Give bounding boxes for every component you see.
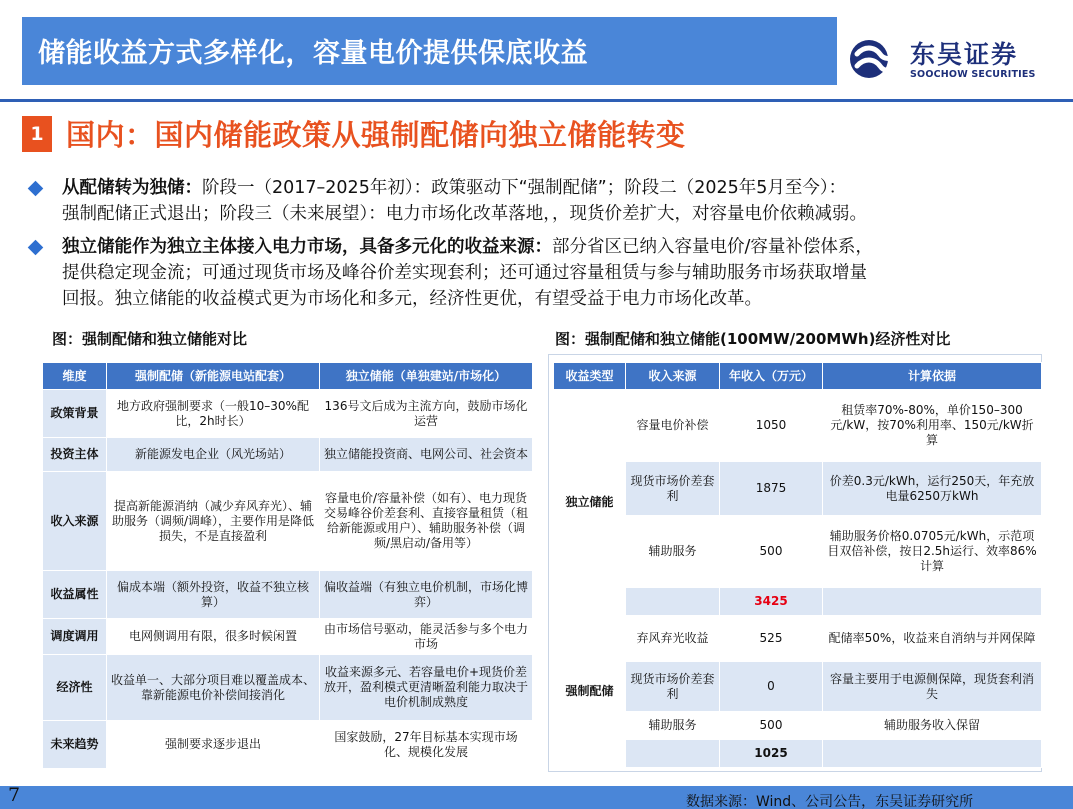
table-cell: 偏收益端（有独立电价机制，市场化博弈） — [320, 571, 533, 619]
table-cell: 国家鼓励，27年目标基本实现市场化、规模化发展 — [320, 721, 533, 769]
section-title: 国内：国内储能政策从强制配储向独立储能转变 — [66, 118, 686, 152]
table-cell: 容量主要用于电源侧保障，现货套利消失 — [823, 662, 1042, 712]
table-cell: 电网侧调用有限，很多时候闲置 — [107, 619, 320, 655]
table-row — [43, 721, 533, 769]
table-cell: 地方政府强制要求（一般10–30%配比，2h时长） — [107, 390, 320, 438]
table-header-cell: 强制配储（新能源电站配套） — [107, 363, 320, 390]
table-row — [43, 390, 533, 438]
table-cell: 收益单一、大部分项目难以覆盖成本、靠新能源电价补偿间接消化 — [107, 655, 320, 721]
table-row — [554, 662, 1042, 712]
section-number-badge: 1 — [22, 116, 52, 152]
table-row — [554, 462, 1042, 516]
comparison-table — [42, 362, 533, 769]
table-header-cell: 年收入（万元） — [720, 363, 823, 390]
soochow-logo-icon — [848, 38, 902, 80]
table-row — [43, 655, 533, 721]
table-cell: 投资主体 — [43, 438, 107, 472]
table-cell: 新能源发电企业（风光场站） — [107, 438, 320, 472]
figure-title-left: 图：强制配储和独立储能对比 — [52, 330, 248, 348]
table-row — [554, 516, 1042, 588]
table-cell: 容量电价补偿 — [626, 390, 720, 462]
bullet-lead: 独立储能作为独立主体接入电力市场，具备多元化的收益来源： — [62, 237, 552, 257]
logo-chinese-name: 东吴证券 — [910, 40, 1019, 69]
company-logo — [848, 35, 1048, 85]
table-cell: 租赁率70%-80%，单价150–300元/kW，按70%利用率、150元/kW折算 — [823, 390, 1042, 462]
table-cell: 未来趋势 — [43, 721, 107, 769]
table-cell: 提高新能源消纳（减少弃风弃光）、辅助服务（调频/调峰），主要作用是降低损失，不是直接盈利 — [107, 472, 320, 571]
table-row — [554, 616, 1042, 662]
bullet-text: 回报。独立储能的收益模式更为市场化和多元，经济性更优，有望受益于电力市场化改革。 — [62, 289, 762, 309]
page-number: 7 — [8, 784, 21, 806]
table-cell: 辅助服务价格0.0705元/kWh，示范项目双倍补偿，按日2.5h运行、效率86%计算 — [823, 516, 1042, 588]
table-cell: 1875 — [720, 462, 823, 516]
table-cell: 现货市场价差套利 — [626, 462, 720, 516]
table-cell: 525 — [720, 616, 823, 662]
bullet-text: 提供稳定现金流；可通过现货市场及峰谷价差实现套利；还可通过容量租赁与参与辅助服务市场获取增量 — [62, 263, 867, 283]
table-header-cell: 计算依据 — [823, 363, 1042, 390]
table-row — [43, 619, 533, 655]
bullet-text: 强制配储正式退出；阶段三（未来展望）：电力市场化改革落地，，现货价差扩大，对容量电价依赖减弱。 — [62, 204, 867, 224]
bullet-text: 阶段一（2017–2025年初）：政策驱动下“强制配储”；阶段二（2025年5月至今）： — [202, 178, 847, 198]
total-row — [554, 740, 1042, 768]
table-cell: 500 — [720, 516, 823, 588]
table-cell: 1050 — [720, 390, 823, 462]
table-row — [43, 571, 533, 619]
table-cell: 0 — [720, 662, 823, 712]
bullet-lead: 从配储转为独储： — [62, 178, 202, 198]
category-cell: 强制配储 — [554, 616, 626, 768]
table-cell: 辅助服务 — [626, 516, 720, 588]
total-value: 3425 — [720, 588, 823, 616]
table-cell: 容量电价/容量补偿（如有）、电力现货交易峰谷价差套利、直接容量租赁（租给新能源或用户）、辅助服务补偿（调频/黑启动/备用等） — [320, 472, 533, 571]
page-title: 储能收益方式多样化，容量电价提供保底收益 — [38, 38, 588, 69]
diamond-bullet-icon — [28, 240, 44, 256]
table-header-cell: 收益类型 — [554, 363, 626, 390]
bullet-text: 部分省区已纳入容量电价/容量补偿体系， — [552, 237, 873, 257]
table-cell: 现货市场价差套利 — [626, 662, 720, 712]
table-header-cell: 独立储能（单独建站/市场化） — [320, 363, 533, 390]
table-cell: 辅助服务收入保留 — [823, 712, 1042, 740]
table-row — [554, 390, 1042, 462]
economics-table — [553, 362, 1042, 768]
table-cell: 收入来源 — [43, 472, 107, 571]
table-cell: 政策背景 — [43, 390, 107, 438]
data-source-note: 数据来源：Wind、公司公告，东吴证券研究所 — [686, 794, 974, 809]
table-cell: 收益来源多元、若容量电价+现货价差放开，盈利模式更清晰盈利能力取决于电价机制成熟度 — [320, 655, 533, 721]
table-row — [43, 472, 533, 571]
table-header-cell: 收入来源 — [626, 363, 720, 390]
table-header-cell: 维度 — [43, 363, 107, 390]
table-cell: 调度调用 — [43, 619, 107, 655]
table-cell: 辅助服务 — [626, 712, 720, 740]
table-cell: 136号文后成为主流方向，鼓励市场化运营 — [320, 390, 533, 438]
table-row — [43, 438, 533, 472]
table-cell: 配储率50%，收益来自消纳与并网保障 — [823, 616, 1042, 662]
diamond-bullet-icon — [28, 181, 44, 197]
table-row — [554, 712, 1042, 740]
table-cell: 由市场信号驱动，能灵活参与多个电力市场 — [320, 619, 533, 655]
table-cell: 500 — [720, 712, 823, 740]
total-row — [554, 588, 1042, 616]
total-value: 1025 — [720, 740, 823, 768]
logo-english-name: SOOCHOW SECURITIES — [910, 69, 1036, 80]
table-cell: 强制要求逐步退出 — [107, 721, 320, 769]
table-cell: 价差0.3元/kWh，运行250天，年充放电量6250万kWh — [823, 462, 1042, 516]
table-cell: 独立储能投资商、电网公司、社会资本 — [320, 438, 533, 472]
table-cell: 弃风弃光收益 — [626, 616, 720, 662]
header-divider — [0, 99, 1073, 102]
category-cell: 独立储能 — [554, 390, 626, 616]
table-cell: 收益属性 — [43, 571, 107, 619]
figure-title-right: 图：强制配储和独立储能(100MW/200MWh)经济性对比 — [555, 330, 951, 348]
table-cell: 经济性 — [43, 655, 107, 721]
table-cell: 偏成本端（额外投资，收益不独立核算） — [107, 571, 320, 619]
